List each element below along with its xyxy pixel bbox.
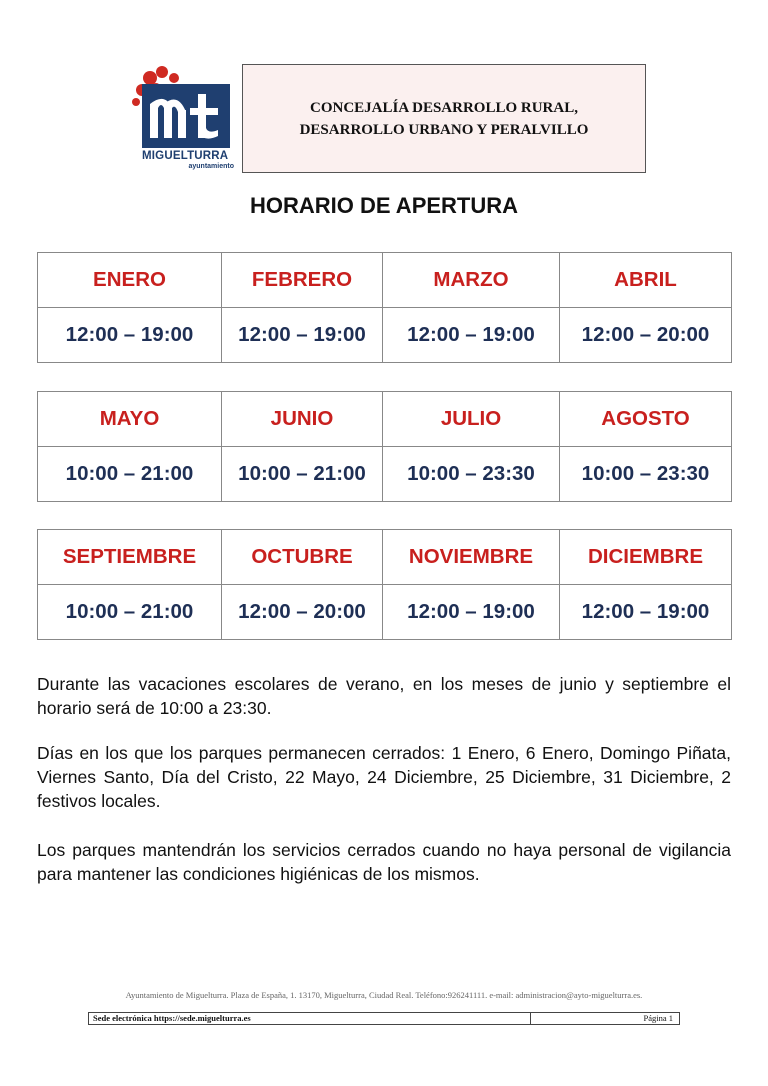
department-line-2: DESARROLLO URBANO Y PERALVILLO xyxy=(299,121,589,138)
month-cell: NOVIEMBRE xyxy=(383,530,560,585)
page-number: Página 1 xyxy=(643,1013,673,1023)
hours-cell: 10:00 – 21:00 xyxy=(38,585,222,640)
month-cell: SEPTIEMBRE xyxy=(38,530,222,585)
month-cell: ABRIL xyxy=(560,253,732,308)
hours-cell: 12:00 – 19:00 xyxy=(383,308,560,363)
page-title: HORARIO DE APERTURA xyxy=(249,193,519,218)
hours-cell: 12:00 – 19:00 xyxy=(38,308,222,363)
month-row xyxy=(38,530,732,585)
services-note: Los parques mantendrán los servicios cerrados cuando no haya personal de vigilancia para mantener las condiciones higiénicas de los mismos. xyxy=(37,840,731,884)
month-cell: JULIO xyxy=(383,392,560,447)
month-cell: OCTUBRE xyxy=(222,530,383,585)
month-cell: JUNIO xyxy=(222,392,383,447)
hours-row xyxy=(38,308,732,363)
hours-cell: 12:00 – 20:00 xyxy=(222,585,383,640)
municipal-logo xyxy=(128,64,234,172)
schedule-table-q2 xyxy=(37,391,732,502)
schedule-table-q1 xyxy=(37,252,732,363)
month-cell: ENERO xyxy=(38,253,222,308)
hours-cell: 10:00 – 23:30 xyxy=(560,447,732,502)
footer-bar xyxy=(88,1012,680,1025)
hours-cell: 12:00 – 19:00 xyxy=(222,308,383,363)
department-header xyxy=(242,64,646,173)
month-row xyxy=(38,392,732,447)
department-line-1: CONCEJALÍA DESARROLLO RURAL, xyxy=(310,99,578,116)
month-cell: DICIEMBRE xyxy=(560,530,732,585)
month-cell: AGOSTO xyxy=(560,392,732,447)
closed-days-note: Días en los que los parques permanecen cerrados: 1 Enero, 6 Enero, Domingo Piñata, Viernes Santo, Día del Cristo, 22 Mayo, 24 Diciembre, 25 Diciembre, 31 Diciembre, 2 festivos locales. xyxy=(37,743,731,811)
logo-subtitle: ayuntamiento xyxy=(188,163,234,170)
hours-cell: 12:00 – 19:00 xyxy=(560,585,732,640)
logo-mark-icon xyxy=(128,64,234,154)
hours-cell: 10:00 – 23:30 xyxy=(383,447,560,502)
hours-cell: 10:00 – 21:00 xyxy=(222,447,383,502)
hours-cell: 10:00 – 21:00 xyxy=(38,447,222,502)
hours-cell: 12:00 – 20:00 xyxy=(560,308,732,363)
summer-hours-note: Durante las vacaciones escolares de verano, en los meses de junio y septiembre el horario será de 10:00 a 23:30. xyxy=(37,674,731,718)
hours-row xyxy=(38,585,732,640)
month-row xyxy=(38,253,732,308)
logo-wordmark: MIGUELTURRA xyxy=(142,150,229,162)
sede-link[interactable]: Sede electrónica https://sede.miguelturra.es xyxy=(89,1013,531,1024)
schedule-table-q3 xyxy=(37,529,732,640)
hours-row xyxy=(38,447,732,502)
month-cell: MAYO xyxy=(38,392,222,447)
month-cell: FEBRERO xyxy=(222,253,383,308)
hours-cell: 12:00 – 19:00 xyxy=(383,585,560,640)
month-cell: MARZO xyxy=(383,253,560,308)
footer-address: Ayuntamiento de Miguelturra. Plaza de España, 1. 13170, Miguelturra, Ciudad Real. Teléfono:926241111. e-mail: administracion@ayto-miguelturra.es. xyxy=(125,990,643,1000)
